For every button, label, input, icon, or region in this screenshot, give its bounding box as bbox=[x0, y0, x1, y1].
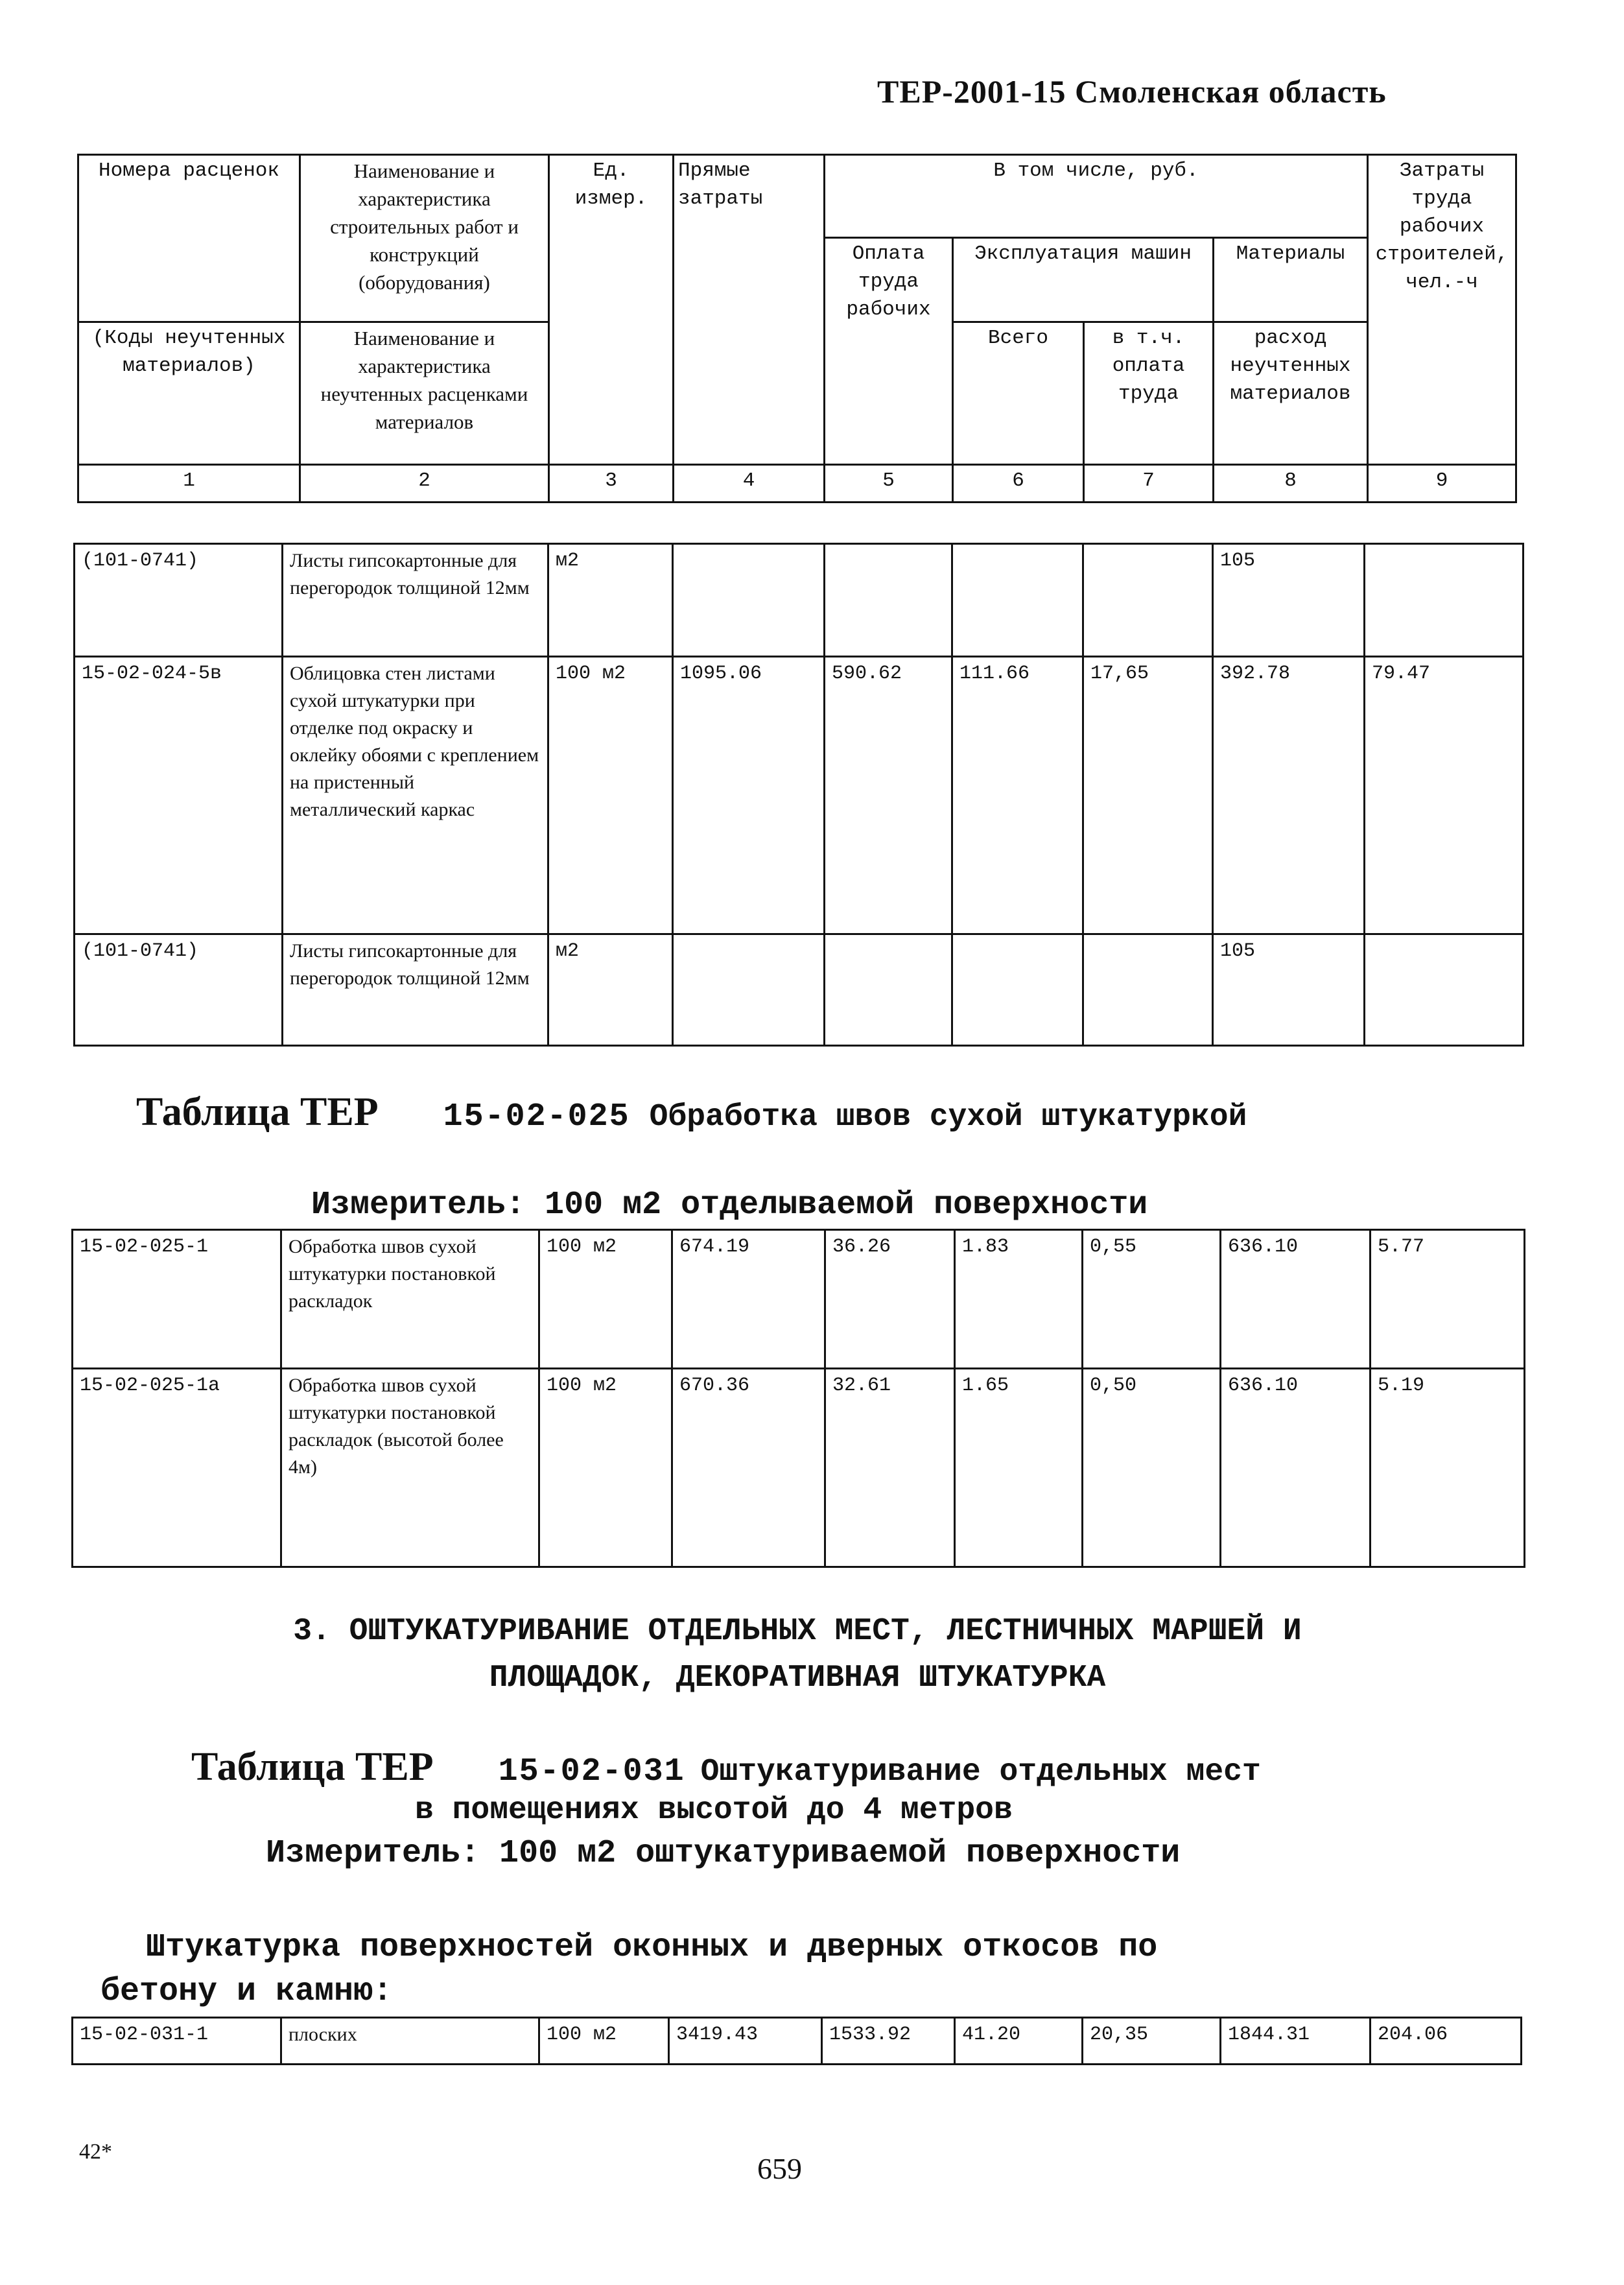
header-machines-total: Всего bbox=[953, 322, 1084, 465]
table-031-name-line1: Оштукатуривание отдельных мест bbox=[700, 1755, 1261, 1790]
cell-labor-hours bbox=[1365, 544, 1524, 657]
cell-materials: 1844.31 bbox=[1221, 2018, 1371, 2065]
cell-wages: 32.61 bbox=[825, 1369, 955, 1567]
table-row bbox=[75, 544, 1524, 657]
cell-wages bbox=[825, 544, 952, 657]
header-unit: Ед. измер. bbox=[549, 155, 674, 465]
header-material-codes: (Коды неучтенных материалов) bbox=[78, 322, 300, 465]
table-031-label: Таблица ТЕР bbox=[191, 1745, 434, 1789]
cell-labor-hours bbox=[1365, 934, 1524, 1046]
cell-materials: 392.78 bbox=[1213, 657, 1365, 934]
column-number: 6 bbox=[953, 465, 1084, 503]
cell-work-description: Облицовка стен листами сухой штукатурки при отделке под окраску и оклейку обоями с креплением на пристенный металлический каркас bbox=[283, 657, 548, 934]
header-materials: Материалы bbox=[1214, 238, 1368, 322]
header-material-name: Наименование и характеристика неучтенных расценками материалов bbox=[300, 322, 549, 465]
column-number: 4 bbox=[674, 465, 825, 503]
cell-machines-total: 1.65 bbox=[955, 1369, 1083, 1567]
table-row bbox=[73, 1369, 1525, 1567]
table-025-measure: Измеритель: 100 м2 отделываемой поверхности bbox=[311, 1187, 1148, 1224]
column-number: 2 bbox=[300, 465, 549, 503]
column-header-table bbox=[77, 154, 1517, 503]
page-number: 659 bbox=[757, 2152, 802, 2185]
cell-direct-costs: 674.19 bbox=[672, 1230, 825, 1369]
cell-wages: 590.62 bbox=[825, 657, 952, 934]
cell-unit: 100 м2 bbox=[539, 1230, 672, 1369]
cell-machines-total: 41.20 bbox=[955, 2018, 1083, 2065]
cell-machines-wages: 0,55 bbox=[1083, 1230, 1221, 1369]
column-number: 5 bbox=[825, 465, 953, 503]
table-031-subtitle-line1: Штукатурка поверхностей оконных и дверных откосов по bbox=[146, 1929, 1158, 1966]
cell-work-description: Обработка швов сухой штукатурки постановкой раскладок bbox=[281, 1230, 539, 1369]
running-header: ТЕР-2001-15 Смоленская область bbox=[877, 73, 1387, 110]
cell-work-description: Обработка швов сухой штукатурки постановкой раскладок (высотой более 4м) bbox=[281, 1369, 539, 1567]
cell-materials: 105 bbox=[1213, 544, 1365, 657]
cell-labor-hours: 5.19 bbox=[1371, 1369, 1525, 1567]
cell-machines-wages: 17,65 bbox=[1083, 657, 1213, 934]
cell-rate-code: 15-02-025-1а bbox=[73, 1369, 281, 1567]
cell-unit: 100 м2 bbox=[539, 2018, 669, 2065]
header-rate-numbers: Номера расценок bbox=[78, 155, 300, 322]
cell-direct-costs: 670.36 bbox=[672, 1369, 825, 1567]
cell-unit: 100 м2 bbox=[548, 657, 673, 934]
cell-direct-costs: 1095.06 bbox=[673, 657, 825, 934]
cell-rate-code: 15-02-031-1 bbox=[73, 2018, 281, 2065]
table-025-name: Обработка швов сухой штукатуркой bbox=[649, 1100, 1247, 1135]
column-number: 8 bbox=[1214, 465, 1368, 503]
cell-machines-wages bbox=[1083, 544, 1213, 657]
table-row bbox=[75, 657, 1524, 934]
cell-wages: 1533.92 bbox=[822, 2018, 955, 2065]
cell-labor-hours: 204.06 bbox=[1371, 2018, 1522, 2065]
rates-table-031 bbox=[71, 2017, 1522, 2065]
cell-machines-wages: 0,50 bbox=[1083, 1369, 1221, 1567]
cell-labor-hours: 79.47 bbox=[1365, 657, 1524, 934]
header-unaccounted-materials: расход неучтенных материалов bbox=[1214, 322, 1368, 465]
rates-table-025 bbox=[71, 1229, 1525, 1568]
cell-machines-total bbox=[952, 934, 1083, 1046]
table-025-label: Таблица ТЕР bbox=[136, 1090, 379, 1134]
cell-rate-code: (101-0741) bbox=[75, 544, 283, 657]
header-labor-hours: Затраты труда рабочих строителей, чел.-ч bbox=[1368, 155, 1516, 465]
table-row bbox=[73, 2018, 1522, 2065]
rates-table-024 bbox=[73, 543, 1524, 1047]
table-031-subtitle bbox=[100, 1926, 1157, 2014]
column-number: 7 bbox=[1084, 465, 1214, 503]
cell-machines-total bbox=[952, 544, 1083, 657]
cell-machines-total: 1.83 bbox=[955, 1230, 1083, 1369]
column-number: 1 bbox=[78, 465, 300, 503]
cell-unit: 100 м2 bbox=[539, 1369, 672, 1567]
table-025-heading bbox=[136, 1089, 1247, 1135]
table-031-name-line2: в помещениях высотой до 4 метров bbox=[415, 1793, 1013, 1828]
table-row bbox=[73, 1230, 1525, 1369]
cell-wages bbox=[825, 934, 952, 1046]
table-031-code: 15-02-031 bbox=[498, 1753, 685, 1790]
header-wages: Оплата труда рабочих bbox=[825, 238, 953, 465]
cell-work-description: Листы гипсокартонные для перегородок толщиной 12мм bbox=[283, 934, 548, 1046]
cell-materials: 105 bbox=[1213, 934, 1365, 1046]
cell-work-description: Листы гипсокартонные для перегородок толщиной 12мм bbox=[283, 544, 548, 657]
cell-materials: 636.10 bbox=[1221, 1369, 1371, 1567]
cell-direct-costs bbox=[673, 934, 825, 1046]
column-number: 9 bbox=[1368, 465, 1516, 503]
section-3-heading bbox=[71, 1608, 1524, 1701]
header-direct-costs: Прямые затраты bbox=[674, 155, 825, 465]
header-including-group: В том числе, руб. bbox=[825, 155, 1368, 238]
cell-rate-code: 15-02-025-1 bbox=[73, 1230, 281, 1369]
table-025-code: 15-02-025 bbox=[443, 1098, 630, 1135]
section-3-heading-line2: ПЛОЩАДОК, ДЕКОРАТИВНАЯ ШТУКАТУРКА bbox=[489, 1661, 1106, 1696]
cell-machines-total: 111.66 bbox=[952, 657, 1083, 934]
cell-unit: м2 bbox=[548, 544, 673, 657]
cell-wages: 36.26 bbox=[825, 1230, 955, 1369]
header-work-name: Наименование и характеристика строительных работ и конструкций (оборудования) bbox=[300, 155, 549, 322]
table-031-subtitle-line2: бетону и камню: bbox=[100, 1973, 393, 2010]
cell-rate-code: (101-0741) bbox=[75, 934, 283, 1046]
cell-machines-wages: 20,35 bbox=[1083, 2018, 1221, 2065]
cell-rate-code: 15-02-024-5в bbox=[75, 657, 283, 934]
cell-unit: м2 bbox=[548, 934, 673, 1046]
header-machines-wages: в т.ч. оплата труда bbox=[1084, 322, 1214, 465]
table-031-heading bbox=[191, 1744, 1261, 1790]
cell-work-description: плоских bbox=[281, 2018, 539, 2065]
table-row bbox=[75, 934, 1524, 1046]
header-machines-group: Эксплуатация машин bbox=[953, 238, 1214, 322]
cell-direct-costs bbox=[673, 544, 825, 657]
cell-materials: 636.10 bbox=[1221, 1230, 1371, 1369]
sheet-mark: 42* bbox=[79, 2140, 112, 2164]
cell-machines-wages bbox=[1083, 934, 1213, 1046]
cell-direct-costs: 3419.43 bbox=[669, 2018, 822, 2065]
section-3-heading-line1: 3. ОШТУКАТУРИВАНИЕ ОТДЕЛЬНЫХ МЕСТ, ЛЕСТНИЧНЫХ МАРШЕЙ И bbox=[293, 1614, 1302, 1649]
column-number: 3 bbox=[549, 465, 674, 503]
cell-labor-hours: 5.77 bbox=[1371, 1230, 1525, 1369]
table-031-measure: Измеритель: 100 м2 оштукатуриваемой поверхности bbox=[266, 1835, 1181, 1872]
